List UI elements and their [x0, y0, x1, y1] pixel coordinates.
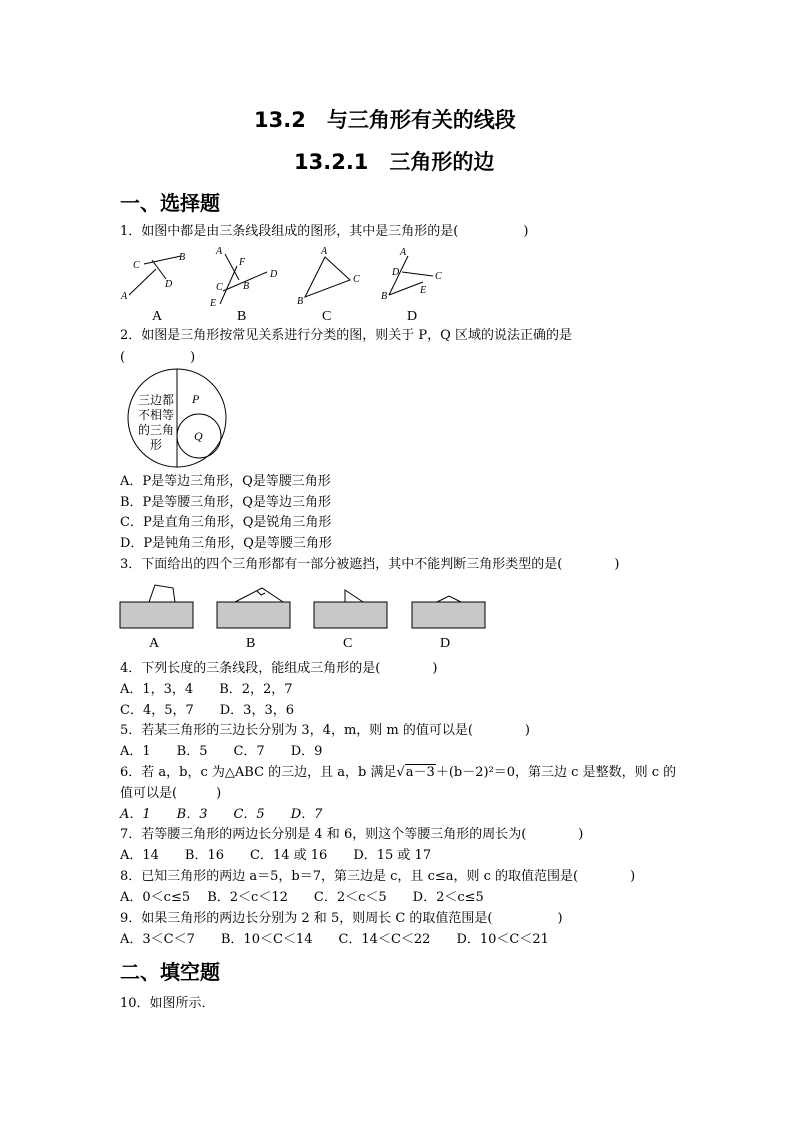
- question-5-text: 5．若某三角形的三边长分别为 3，4，m，则 m 的值可以是( ): [120, 723, 531, 738]
- q1b-pt: E: [210, 298, 217, 309]
- question-2-venn-diagram: [126, 367, 230, 471]
- q1-figure-c: [305, 257, 350, 297]
- page-title: 13.2 与三角形有关的线段: [254, 108, 516, 132]
- q3-figure-label-a: A: [149, 636, 160, 651]
- q3-figure-label-c: C: [343, 636, 353, 651]
- question-2-option-d: D．P是钝角三角形，Q是等腰三角形: [120, 536, 332, 551]
- question-2-text: 2．如图是三角形按常见关系进行分类的图，则关于 P，Q 区域的说法正确的是: [120, 328, 572, 343]
- page-subtitle: 13.2.1 三角形的边: [294, 150, 495, 174]
- q1d-pt: A: [400, 247, 407, 258]
- q1-figure-label-a: A: [152, 309, 163, 324]
- venn-left-text-line: 不相等: [138, 408, 175, 422]
- q1a-pt: A: [121, 291, 128, 302]
- q1b-pt: C: [216, 282, 223, 293]
- question-3-text: 3．下面给出的四个三角形都有一部分被遮挡，其中不能判断三角形类型的是( ): [120, 557, 620, 572]
- question-6-sqrt: a－3: [405, 765, 435, 780]
- question-2-option-b: B．P是等腰三角形，Q是等边三角形: [120, 495, 331, 510]
- question-2-bracket: ( ): [120, 350, 196, 365]
- sqrt-sign: √: [396, 765, 405, 780]
- section-heading-fill: 二、填空题: [120, 960, 220, 984]
- venn-label-q: Q: [194, 429, 203, 443]
- q1d-pt: B: [381, 291, 388, 302]
- question-1-text: 1．如图中都是由三条线段组成的图形，其中是三角形的是( ): [120, 224, 529, 239]
- question-7-text: 7．若等腰三角形的两边长分别是 4 和 6，则这个等腰三角形的周长为( ): [120, 827, 584, 842]
- q1a-pt: B: [179, 252, 186, 263]
- question-8-text: 8．已知三角形的两边 a＝5，b＝7，第三边是 c，且 c≤a，则 c 的取值范围是( ): [120, 869, 636, 884]
- q3-figure-label-d: D: [440, 636, 451, 651]
- question-6-pre: 6．若 a，b，c 为△ABC 的三边，且 a，b 满足: [120, 765, 397, 780]
- question-10-text: 10．如图所示．: [120, 996, 215, 1011]
- q1c-pt: C: [353, 274, 360, 285]
- question-6-line2: 值可以是( ): [120, 786, 222, 801]
- q1b-pt: D: [270, 269, 278, 280]
- q1a-pt: D: [165, 279, 173, 290]
- section-heading-choice: 一、选择题: [120, 191, 220, 215]
- question-2-option-c: C．P是直角三角形，Q是锐角三角形: [120, 515, 332, 530]
- q1a-pt: C: [133, 260, 140, 271]
- q1-figure-label-d: D: [407, 309, 418, 324]
- venn-left-text-line: 的三角: [138, 423, 175, 437]
- question-1-figures: [115, 242, 455, 324]
- question-3-figures: [115, 580, 495, 652]
- question-4-options-row2: C．4，5，7 D．3，3，6: [120, 703, 294, 718]
- question-6-text: [120, 765, 676, 781]
- q1c-pt: A: [321, 246, 328, 257]
- q1d-pt: C: [435, 271, 442, 282]
- q1-figure-label-b: B: [237, 309, 247, 324]
- question-5-options: A．1 B．5 C．7 D．9: [120, 744, 323, 759]
- venn-left-text-line: 形: [150, 438, 163, 452]
- question-4-options-row1: A．1，3，4 B．2，2，7: [120, 682, 293, 697]
- q3-figure-label-b: B: [246, 636, 256, 651]
- question-7-options: A．14 B．16 C．14 或 16 D．15 或 17: [120, 848, 432, 863]
- q1b-pt: F: [239, 257, 246, 268]
- question-9-options: A．3＜C＜7 B．10＜C＜14 C．14＜C＜22 D．10＜C＜21: [120, 932, 549, 947]
- venn-label-p: P: [192, 392, 200, 406]
- q1c-pt: B: [297, 296, 304, 307]
- q1-figure-label-c: C: [322, 309, 332, 324]
- q1d-pt: D: [392, 267, 400, 278]
- q1b-pt: B: [243, 281, 250, 292]
- question-6-options: A．1 B．3 C．5 D．7: [120, 807, 323, 822]
- question-9-text: 9．如果三角形的两边长分别为 2 和 5，则周长 C 的取值范围是( ): [120, 911, 563, 926]
- question-2-option-a: A．P是等边三角形，Q是等腰三角形: [120, 474, 331, 489]
- question-6-post: ＋(b－2)²＝0，第三边 c 是整数，则 c 的: [435, 765, 677, 780]
- q1d-pt: E: [420, 285, 427, 296]
- q1b-pt: A: [216, 246, 223, 257]
- venn-left-text-line: 三边都: [138, 393, 175, 407]
- question-8-options: A．0＜c≤5 B．2＜c＜12 C．2＜c＜5 D．2＜c≤5: [120, 890, 484, 905]
- question-4-text: 4．下列长度的三条线段，能组成三角形的是( ): [120, 661, 438, 676]
